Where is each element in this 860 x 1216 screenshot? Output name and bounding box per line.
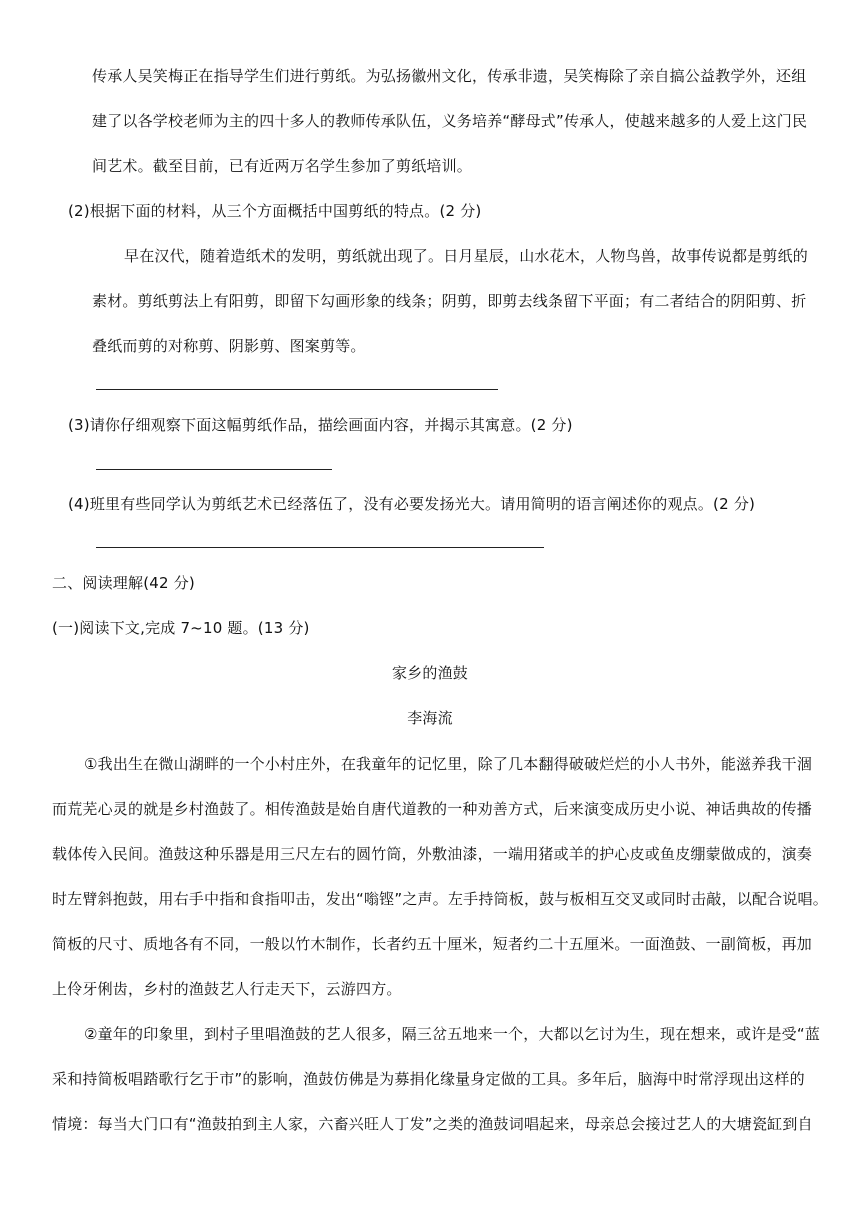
question-2: (2)根据下面的材料，从三个方面概括中国剪纸的特点。(2 分) xyxy=(68,202,482,220)
question-4: (4)班里有些同学认为剪纸艺术已经落伍了，没有必要发扬光大。请用简明的语言阐述你的观点。(2 分) xyxy=(68,495,756,513)
paragraph-line: 建了以各学校老师为主的四十多人的教师传承队伍，义务培养“酵母式”传承人，使越来越多的人爱上这门民 xyxy=(92,112,808,130)
article-paragraph-line: 上伶牙俐齿，乡村的渔鼓艺人行走天下，云游四方。 xyxy=(52,980,402,998)
sub-heading: (一)阅读下文,完成 7~10 题。(13 分) xyxy=(52,619,310,637)
article-paragraph-line: 情境：每当大门口有“渔鼓拍到主人家，六畜兴旺人丁发”之类的渔鼓词唱起来，母亲总会接过艺人的大塘瓷缸到自 xyxy=(52,1115,813,1133)
article-paragraph-line: ②童年的印象里，到村子里唱渔鼓的艺人很多，隔三岔五地来一个，大都以乞讨为生，现在想来，或许是受“蓝 xyxy=(84,1025,821,1043)
article-paragraph-line: 而荒芜心灵的就是乡村渔鼓了。相传渔鼓是始自唐代道教的一种劝善方式，后来演变成历史小说、神话典故的传播 xyxy=(52,800,813,818)
article-author: 李海流 xyxy=(407,709,453,727)
answer-blank-line[interactable] xyxy=(96,469,332,470)
paragraph-line: 间艺术。截至目前，已有近两万名学生参加了剪纸培训。 xyxy=(92,157,473,175)
material-line: 叠纸而剪的对称剪、阴影剪、图案剪等。 xyxy=(92,337,366,355)
article-paragraph-line: 简板的尺寸、质地各有不同，一般以竹木制作，长者约五十厘米，短者约二十五厘米。一面渔鼓、一副简板，再加 xyxy=(52,935,813,953)
article-paragraph-line: ①我出生在微山湖畔的一个小村庄外，在我童年的记忆里，除了几本翻得破破烂烂的小人书外，能滋养我干涸 xyxy=(84,755,813,773)
article-paragraph-line: 时左臂斜抱鼓，用右手中指和食指叩击，发出“嗡铿”之声。左手持筒板，鼓与板相互交叉或同时击敲，以配合说唱。 xyxy=(52,890,828,908)
answer-blank-line[interactable] xyxy=(96,389,498,390)
article-paragraph-line: 采和持简板唱踏歌行乞于市”的影响，渔鼓仿佛是为募捐化缘量身定做的工具。多年后，脑海中时常浮现出这样的 xyxy=(52,1070,805,1088)
article-paragraph-line: 载体传入民间。渔鼓这种乐器是用三尺左右的圆竹筒，外敷油漆，一端用猪或羊的护心皮或鱼皮绷蒙做成的，演奏 xyxy=(52,845,813,863)
section-heading: 二、阅读理解(42 分) xyxy=(52,574,195,592)
question-3: (3)请你仔细观察下面这幅剪纸作品，描绘画面内容，并揭示其寓意。(2 分) xyxy=(68,416,573,434)
answer-blank-line[interactable] xyxy=(96,547,544,548)
paragraph-line: 传承人吴笑梅正在指导学生们进行剪纸。为弘扬徽州文化，传承非遗，吴笑梅除了亲自搞公益教学外，还组 xyxy=(92,67,807,85)
material-line: 素材。剪纸剪法上有阳剪，即留下勾画形象的线条；阴剪，即剪去线条留下平面；有二者结合的阴阳剪、折 xyxy=(92,292,807,310)
article-title: 家乡的渔鼓 xyxy=(391,664,468,682)
material-line: 早在汉代，随着造纸术的发明，剪纸就出现了。日月星辰，山水花木，人物鸟兽，故事传说都是剪纸的 xyxy=(124,247,809,265)
